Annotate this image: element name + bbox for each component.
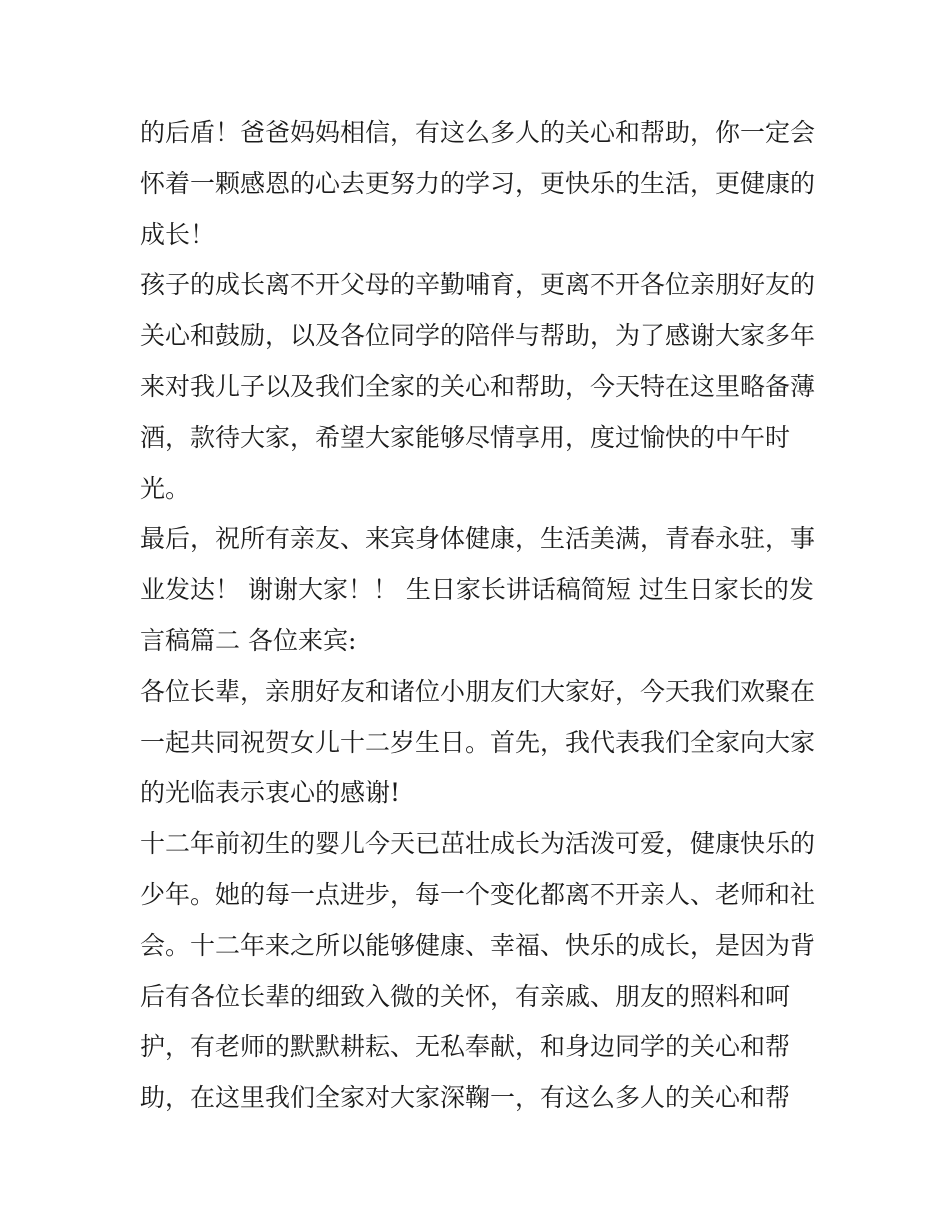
text-line: 助，在这里我们全家对大家深鞠一，有这么多人的关心和帮	[140, 1083, 791, 1113]
text-line: 业发达！ 谢谢大家！！ 生日家长讲话稿简短 过生日家长的发	[140, 575, 814, 605]
text-line: 光。	[140, 473, 191, 503]
text-line: 少年。她的每一点进步，每一个变化都离不开亲人、老师和社	[140, 879, 816, 909]
text-line: 后有各位长辈的细致入微的关怀，有亲戚、朋友的照料和呵	[140, 981, 791, 1011]
text-line: 会。十二年来之所以能够健康、幸福、快乐的成长，是因为背	[140, 930, 816, 960]
text-line: 最后，祝所有亲友、来宾身体健康，生活美满，青春永驻，事	[140, 524, 816, 554]
body-text	[140, 108, 820, 1124]
text-line: 十二年前初生的婴儿今天已茁壮成长为活泼可爱，健康快乐的	[140, 829, 816, 859]
text-line: 护，有老师的默默耕耘、无私奉献，和身边同学的关心和帮	[140, 1032, 791, 1062]
text-line: 一起共同祝贺女儿十二岁生日。首先，我代表我们全家向大家	[140, 727, 816, 757]
text-line: 成长！	[140, 219, 216, 249]
text-line: 各位长辈，亲朋好友和诸位小朋友们大家好，今天我们欢聚在	[140, 676, 816, 706]
text-line: 的后盾！爸爸妈妈相信，有这么多人的关心和帮助，你一定会	[140, 118, 816, 147]
text-line: 关心和鼓励，以及各位同学的陪伴与帮助，为了感谢大家多年	[140, 321, 816, 351]
text-line: 的光临表示衷心的感谢!	[140, 778, 401, 808]
text-line: 言稿篇二 各位来宾:	[140, 625, 357, 655]
text-line: 来对我儿子以及我们全家的关心和帮助，今天特在这里略备薄	[140, 371, 816, 401]
text-line: 孩子的成长离不开父母的辛勤哺育，更离不开各位亲朋好友的	[140, 270, 816, 300]
text-line: 酒，款待大家，希望大家能够尽情享用，度过愉快的中午时	[140, 422, 791, 452]
text-line: 怀着一颗感恩的心去更努力的学习，更快乐的生活，更健康的	[140, 168, 816, 198]
